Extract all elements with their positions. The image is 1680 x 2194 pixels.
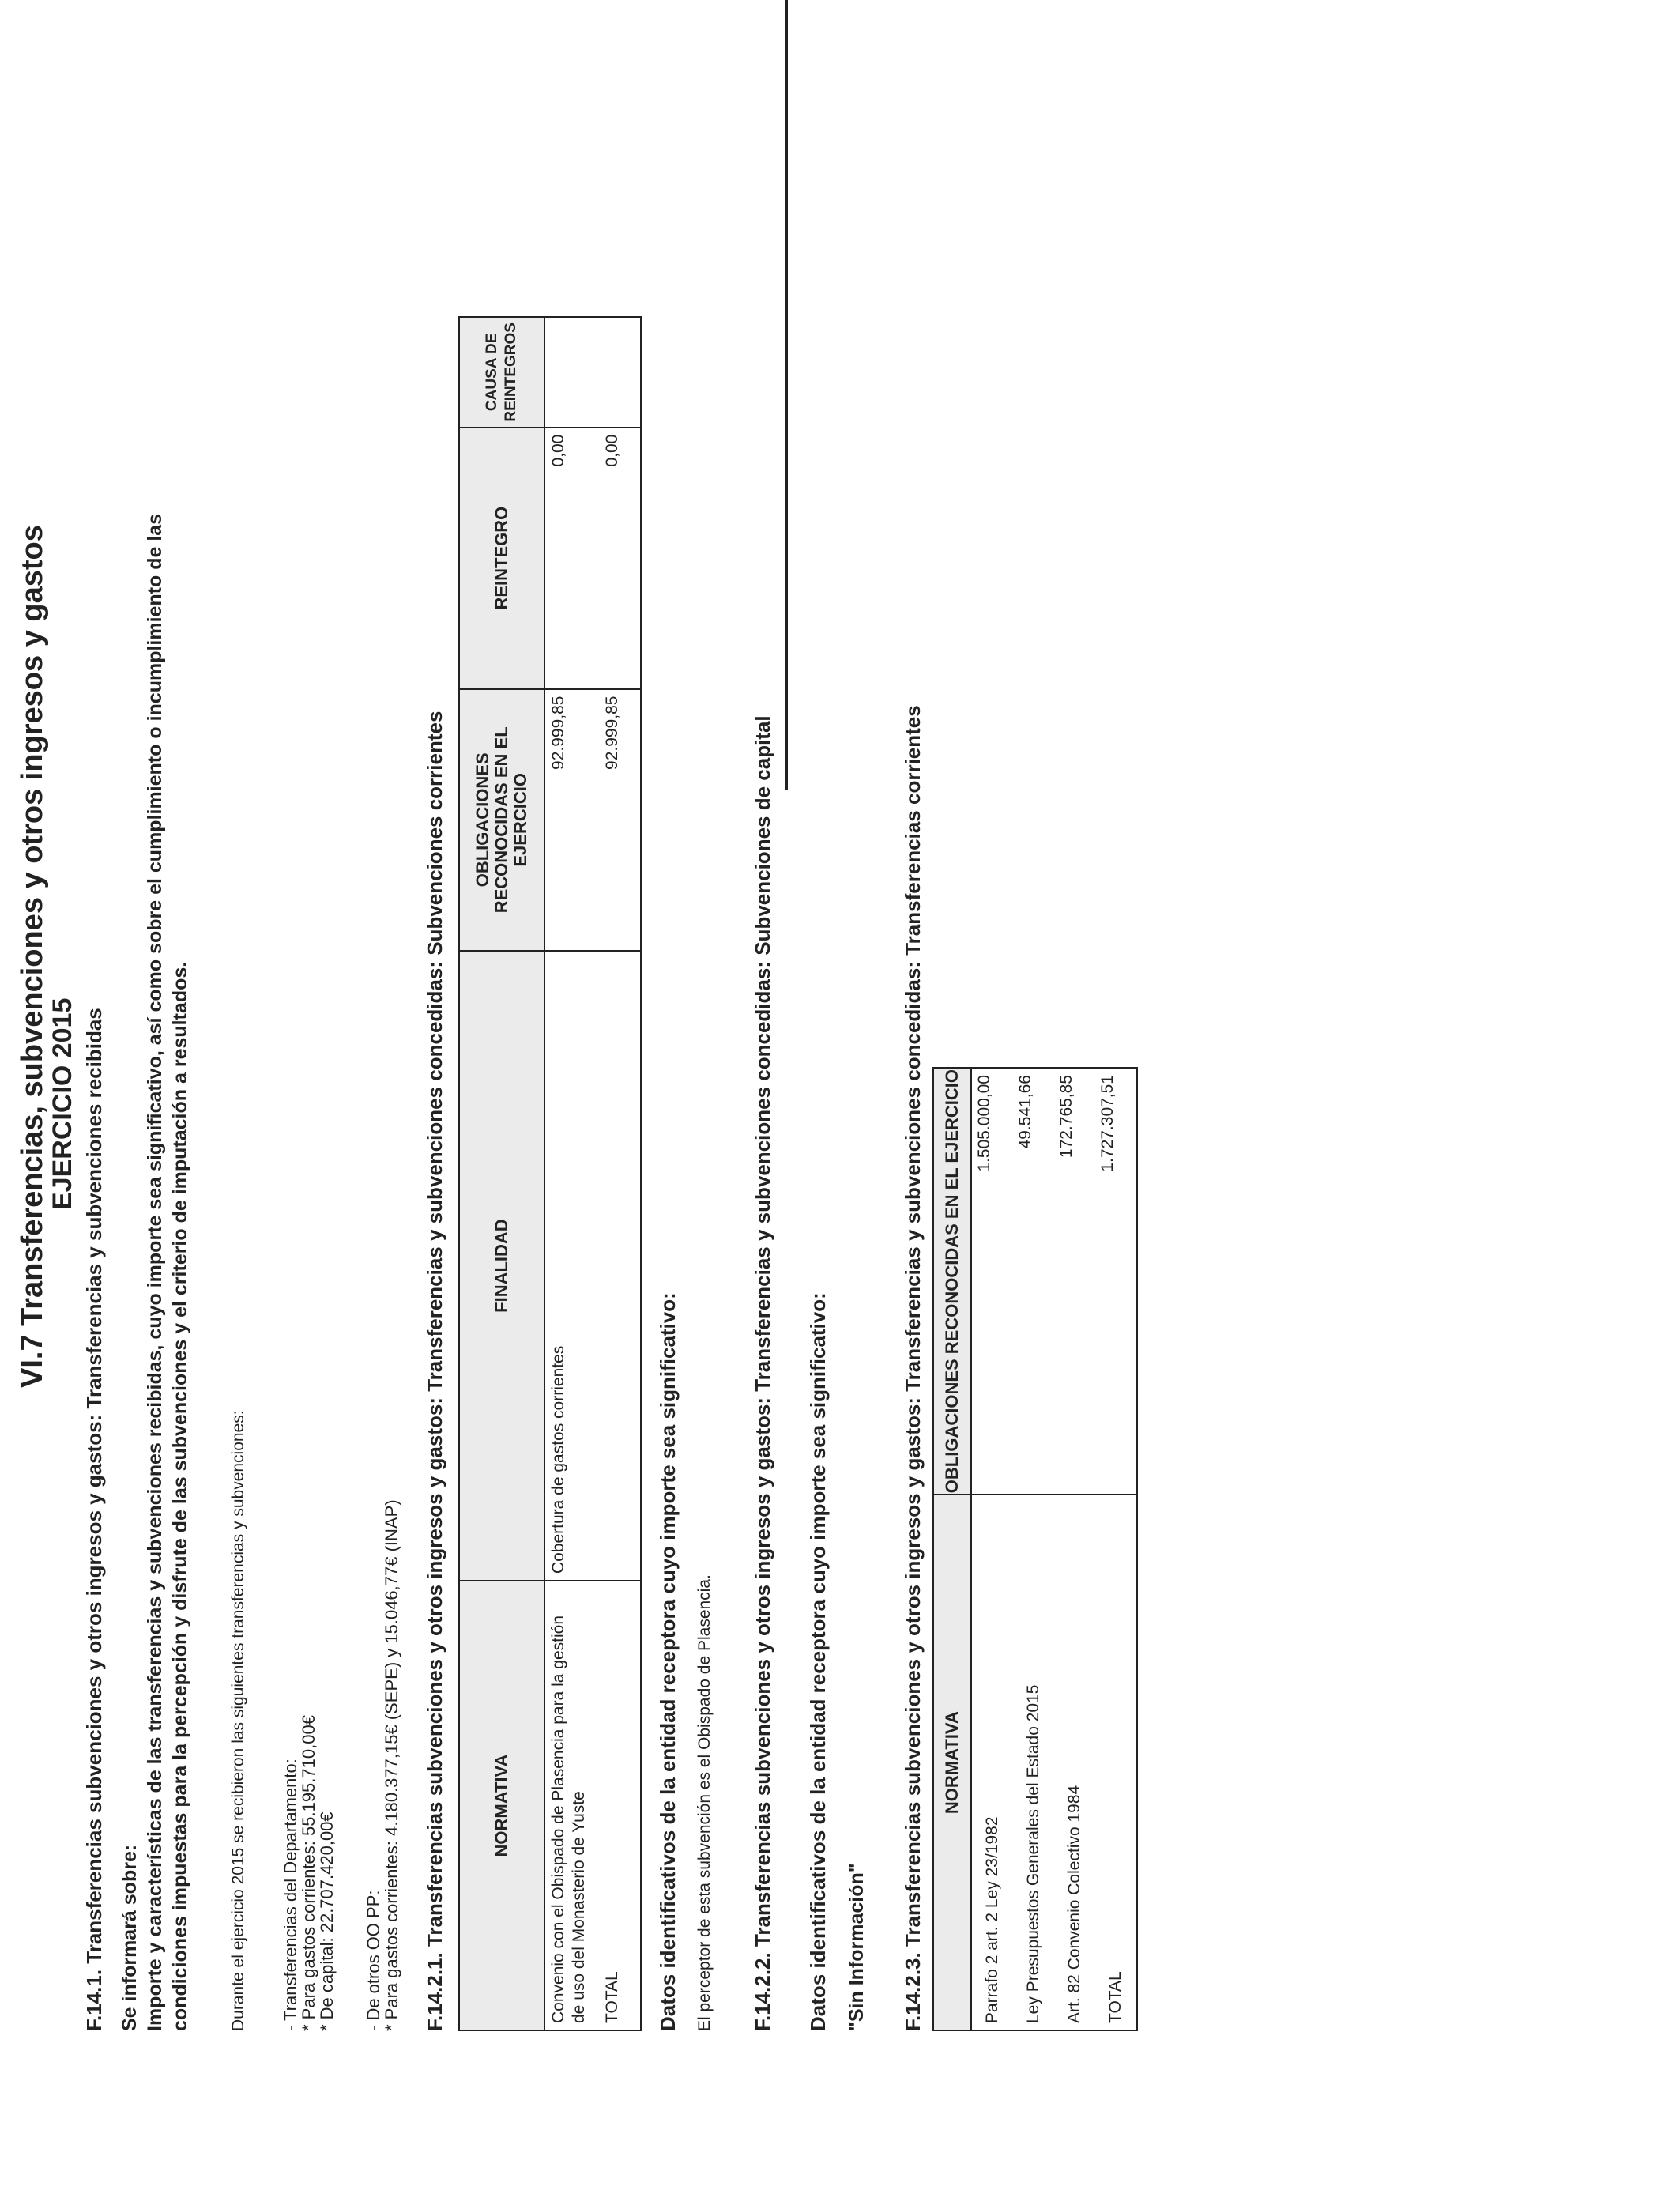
col-obligaciones-line3: EJERCICIO xyxy=(510,773,530,867)
cell-normativa: Parrafo 2 art. 2 Ley 23/1982 xyxy=(971,1495,1013,2030)
page-subtitle: EJERCICIO 2015 xyxy=(47,997,77,1210)
cell-obligaciones: 92.999,85 xyxy=(544,689,599,952)
cell-normativa-line1: Convenio con el Obispado de Plasencia para la gestión xyxy=(549,1615,567,2023)
col-obligaciones-line2: RECONOCIDAS EN EL xyxy=(492,726,511,914)
table-row xyxy=(971,1068,1013,2030)
perceptor-text: El perceptor de esta subvención es el Obispado de Plasencia. xyxy=(695,1574,714,2031)
section-f14223-heading: F.14.2.3. Transferencias subvenciones y otros ingresos y gastos: Transferencias y subvenciones concedidas: Transferencias corrientes xyxy=(901,705,925,2031)
col-obligaciones xyxy=(459,689,544,952)
col-obligaciones: OBLIGACIONES RECONOCIDAS EN EL EJERCICIO xyxy=(933,1068,971,1495)
col-reintegro: REINTEGRO xyxy=(459,428,544,689)
cell-total-label: TOTAL xyxy=(599,1581,641,2030)
informara-line2: condiciones impuestas para la percepción y disfrute de las subvenciones y el criterio de imputación a resultados. xyxy=(169,961,191,2031)
cell-finalidad: Cobertura de gastos corrientes xyxy=(544,951,599,1581)
col-normativa: NORMATIVA xyxy=(459,1581,544,2030)
section-f14221-heading: F.14.2.1. Transferencias subvenciones y otros ingresos y gastos: Transferencias y subvenciones concedidas: Subvenciones corrientes xyxy=(423,711,446,2031)
table-row xyxy=(544,317,599,2030)
cell-total-finalidad xyxy=(599,951,641,1581)
section-divider xyxy=(785,0,788,790)
col-obligaciones-line1: OBLIGACIONES xyxy=(473,752,492,888)
cell-importe: 172.765,85 xyxy=(1054,1068,1095,1495)
informara-label: Se informará sobre: xyxy=(119,1844,141,2031)
table-row-total xyxy=(1095,1068,1137,2030)
informara-line1: Importe y características de las transferencias y subvenciones recibidas, cuyo importe sea significativo, así como sobre el cumplimiento o incumplimiento de las xyxy=(144,513,166,2031)
datos-identificativos-heading-1: Datos identificativos de la entidad receptora cuyo importe sea significativo: xyxy=(656,1292,680,2031)
transferencias-corrientes-table xyxy=(932,1067,1138,2031)
cell-normativa-line2: de uso del Monasterio de Yuste xyxy=(570,1791,588,2023)
table-row xyxy=(1054,1068,1095,2030)
datos-identificativos-heading-2: Datos identificativos de la entidad receptora cuyo importe sea significativo: xyxy=(806,1292,830,2031)
table-row-total xyxy=(599,317,641,2030)
cell-reintegro: 0,00 xyxy=(544,428,599,689)
col-normativa: NORMATIVA xyxy=(933,1495,971,2030)
oopp-corrientes: * Para gastos corrientes: 4.180.377,15€ (SEPE) y 15.046,77€ (INAP) xyxy=(382,1499,401,2031)
col-finalidad: FINALIDAD xyxy=(459,951,544,1581)
cell-total-obligaciones: 92.999,85 xyxy=(599,689,641,952)
subvenciones-corrientes-table xyxy=(458,316,642,2031)
departamento-title: - Transferencias del Departamento: xyxy=(281,1759,300,2031)
oopp-title: - De otros OO PP: xyxy=(363,1890,383,2031)
departamento-corrientes: * Para gastos corrientes: 55.195.710,00€ xyxy=(299,1715,318,2031)
cell-importe: 49.541,66 xyxy=(1013,1068,1054,1495)
cell-normativa: Art. 82 Convenio Colectivo 1984 xyxy=(1054,1495,1095,2030)
cell-importe: 1.505.000,00 xyxy=(971,1068,1013,1495)
cell-total-causa xyxy=(599,317,641,428)
cell-normativa: TOTAL xyxy=(1095,1495,1137,2030)
departamento-capital: * De capital: 22.707.420,00€ xyxy=(317,1811,337,2031)
section-f1411-heading: F.14.1. Transferencias subvenciones y otros ingresos y gastos: Transferencias y subvenciones recibidas xyxy=(82,1008,106,2031)
cell-total-reintegro: 0,00 xyxy=(599,428,641,689)
section-f14222-heading: F.14.2.2. Transferencias subvenciones y otros ingresos y gastos: Transferencias y subvenciones concedidas: Subvenciones de capital xyxy=(751,715,774,2031)
cell-causa xyxy=(544,317,599,428)
page-title: VI.7 Transferencias, subvenciones y otros ingresos y gastos xyxy=(16,525,49,1388)
cell-normativa: Ley Presupuestos Generales del Estado 2015 xyxy=(1013,1495,1054,2030)
col-causa: CAUSA DE REINTEGROS xyxy=(459,317,544,428)
cell-normativa xyxy=(544,1581,599,2030)
durante-text: Durante el ejercicio 2015 se recibieron las siguientes transferencias y subvenciones: xyxy=(229,1410,247,2031)
cell-importe: 1.727.307,51 xyxy=(1095,1068,1137,1495)
table-row xyxy=(1013,1068,1054,2030)
sin-informacion-text: "Sin Información" xyxy=(846,1863,868,2031)
